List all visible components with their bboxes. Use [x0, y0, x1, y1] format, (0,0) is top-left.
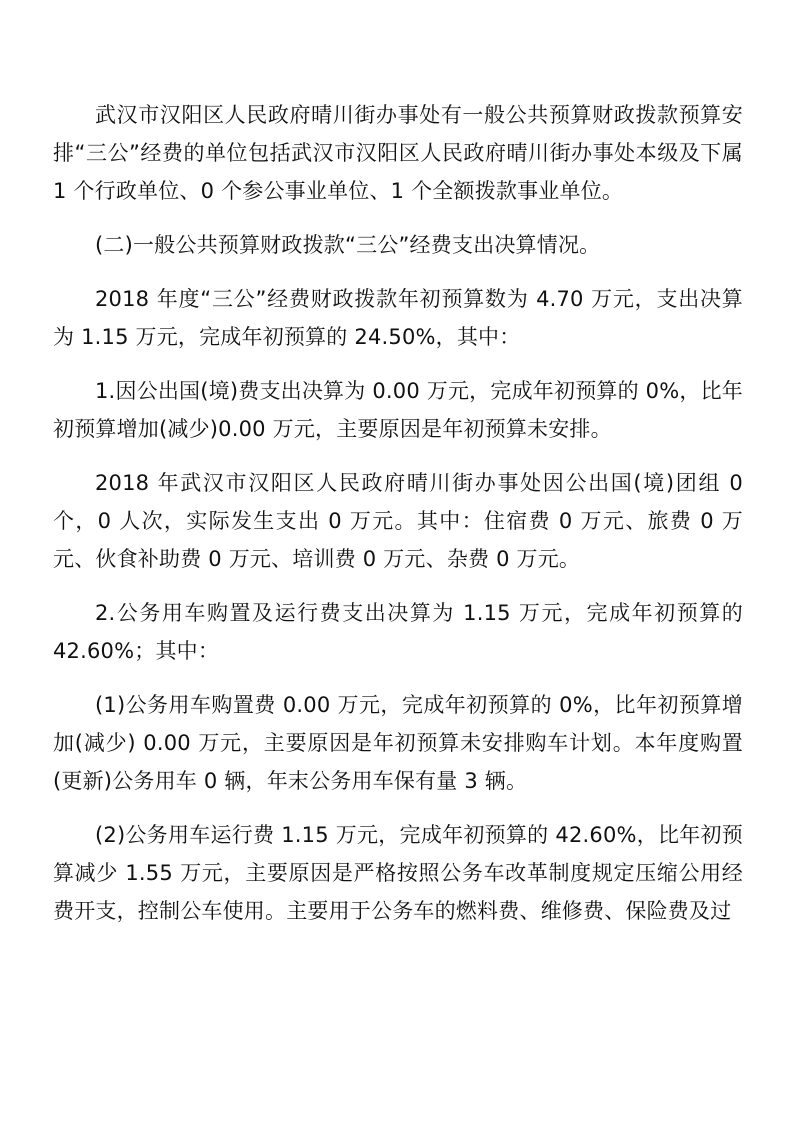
paragraph-vehicle-total: 2.公务用车购置及运行费支出决算为 1.15 万元，完成年初预算的 42.60%；其中： — [53, 601, 743, 663]
paragraph-overseas-groups: 2018 年武汉市汉阳区人民政府晴川街办事处因公出国(境)团组 0 个，0 人次，实际发生支出 0 万元。其中：住宿费 0 万元、旅费 0 万元、伙食补助费 0 万元、培训费 0 万元、杂费 0 万元。 — [53, 471, 743, 571]
paragraph-vehicle-purchase: (1)公务用车购置费 0.00 万元，完成年初预算的 0%，比年初预算增加(减少) 0.00 万元，主要原因是年初预算未安排购车计划。本年度购置(更新)公务用车 0 辆，年末公务用车保有量 3 辆。 — [53, 693, 743, 793]
paragraph-vehicle-operation: (2)公务用车运行费 1.15 万元，完成年初预算的 42.60%，比年初预算减少 1.55 万元，主要原因是严格按照公务车改革制度规定压缩公用经费开支，控制公车使用。主要用于公务车的燃料费、维修费、保险费及过 — [53, 823, 743, 923]
paragraph-budget-summary: 2018 年度“三公”经费财政拨款年初预算数为 4.70 万元，支出决算为 1.15 万元，完成年初预算的 24.50%，其中： — [53, 287, 743, 349]
paragraph-section-heading: (二)一般公共预算财政拨款“三公”经费支出决算情况。 — [95, 233, 601, 257]
paragraph-overseas-travel: 1.因公出国(境)费支出决算为 0.00 万元，完成年初预算的 0%，比年初预算增加(减少)0.00 万元，主要原因是年初预算未安排。 — [53, 379, 743, 441]
paragraph-unit-scope: 武汉市汉阳区人民政府晴川街办事处有一般公共预算财政拨款预算安排“三公”经费的单位包括武汉市汉阳区人民政府晴川街办事处本级及下属 1 个行政单位、0 个参公事业单位、1 个全额拨款事业单位。 — [53, 103, 743, 203]
document-page — [53, 96, 743, 946]
